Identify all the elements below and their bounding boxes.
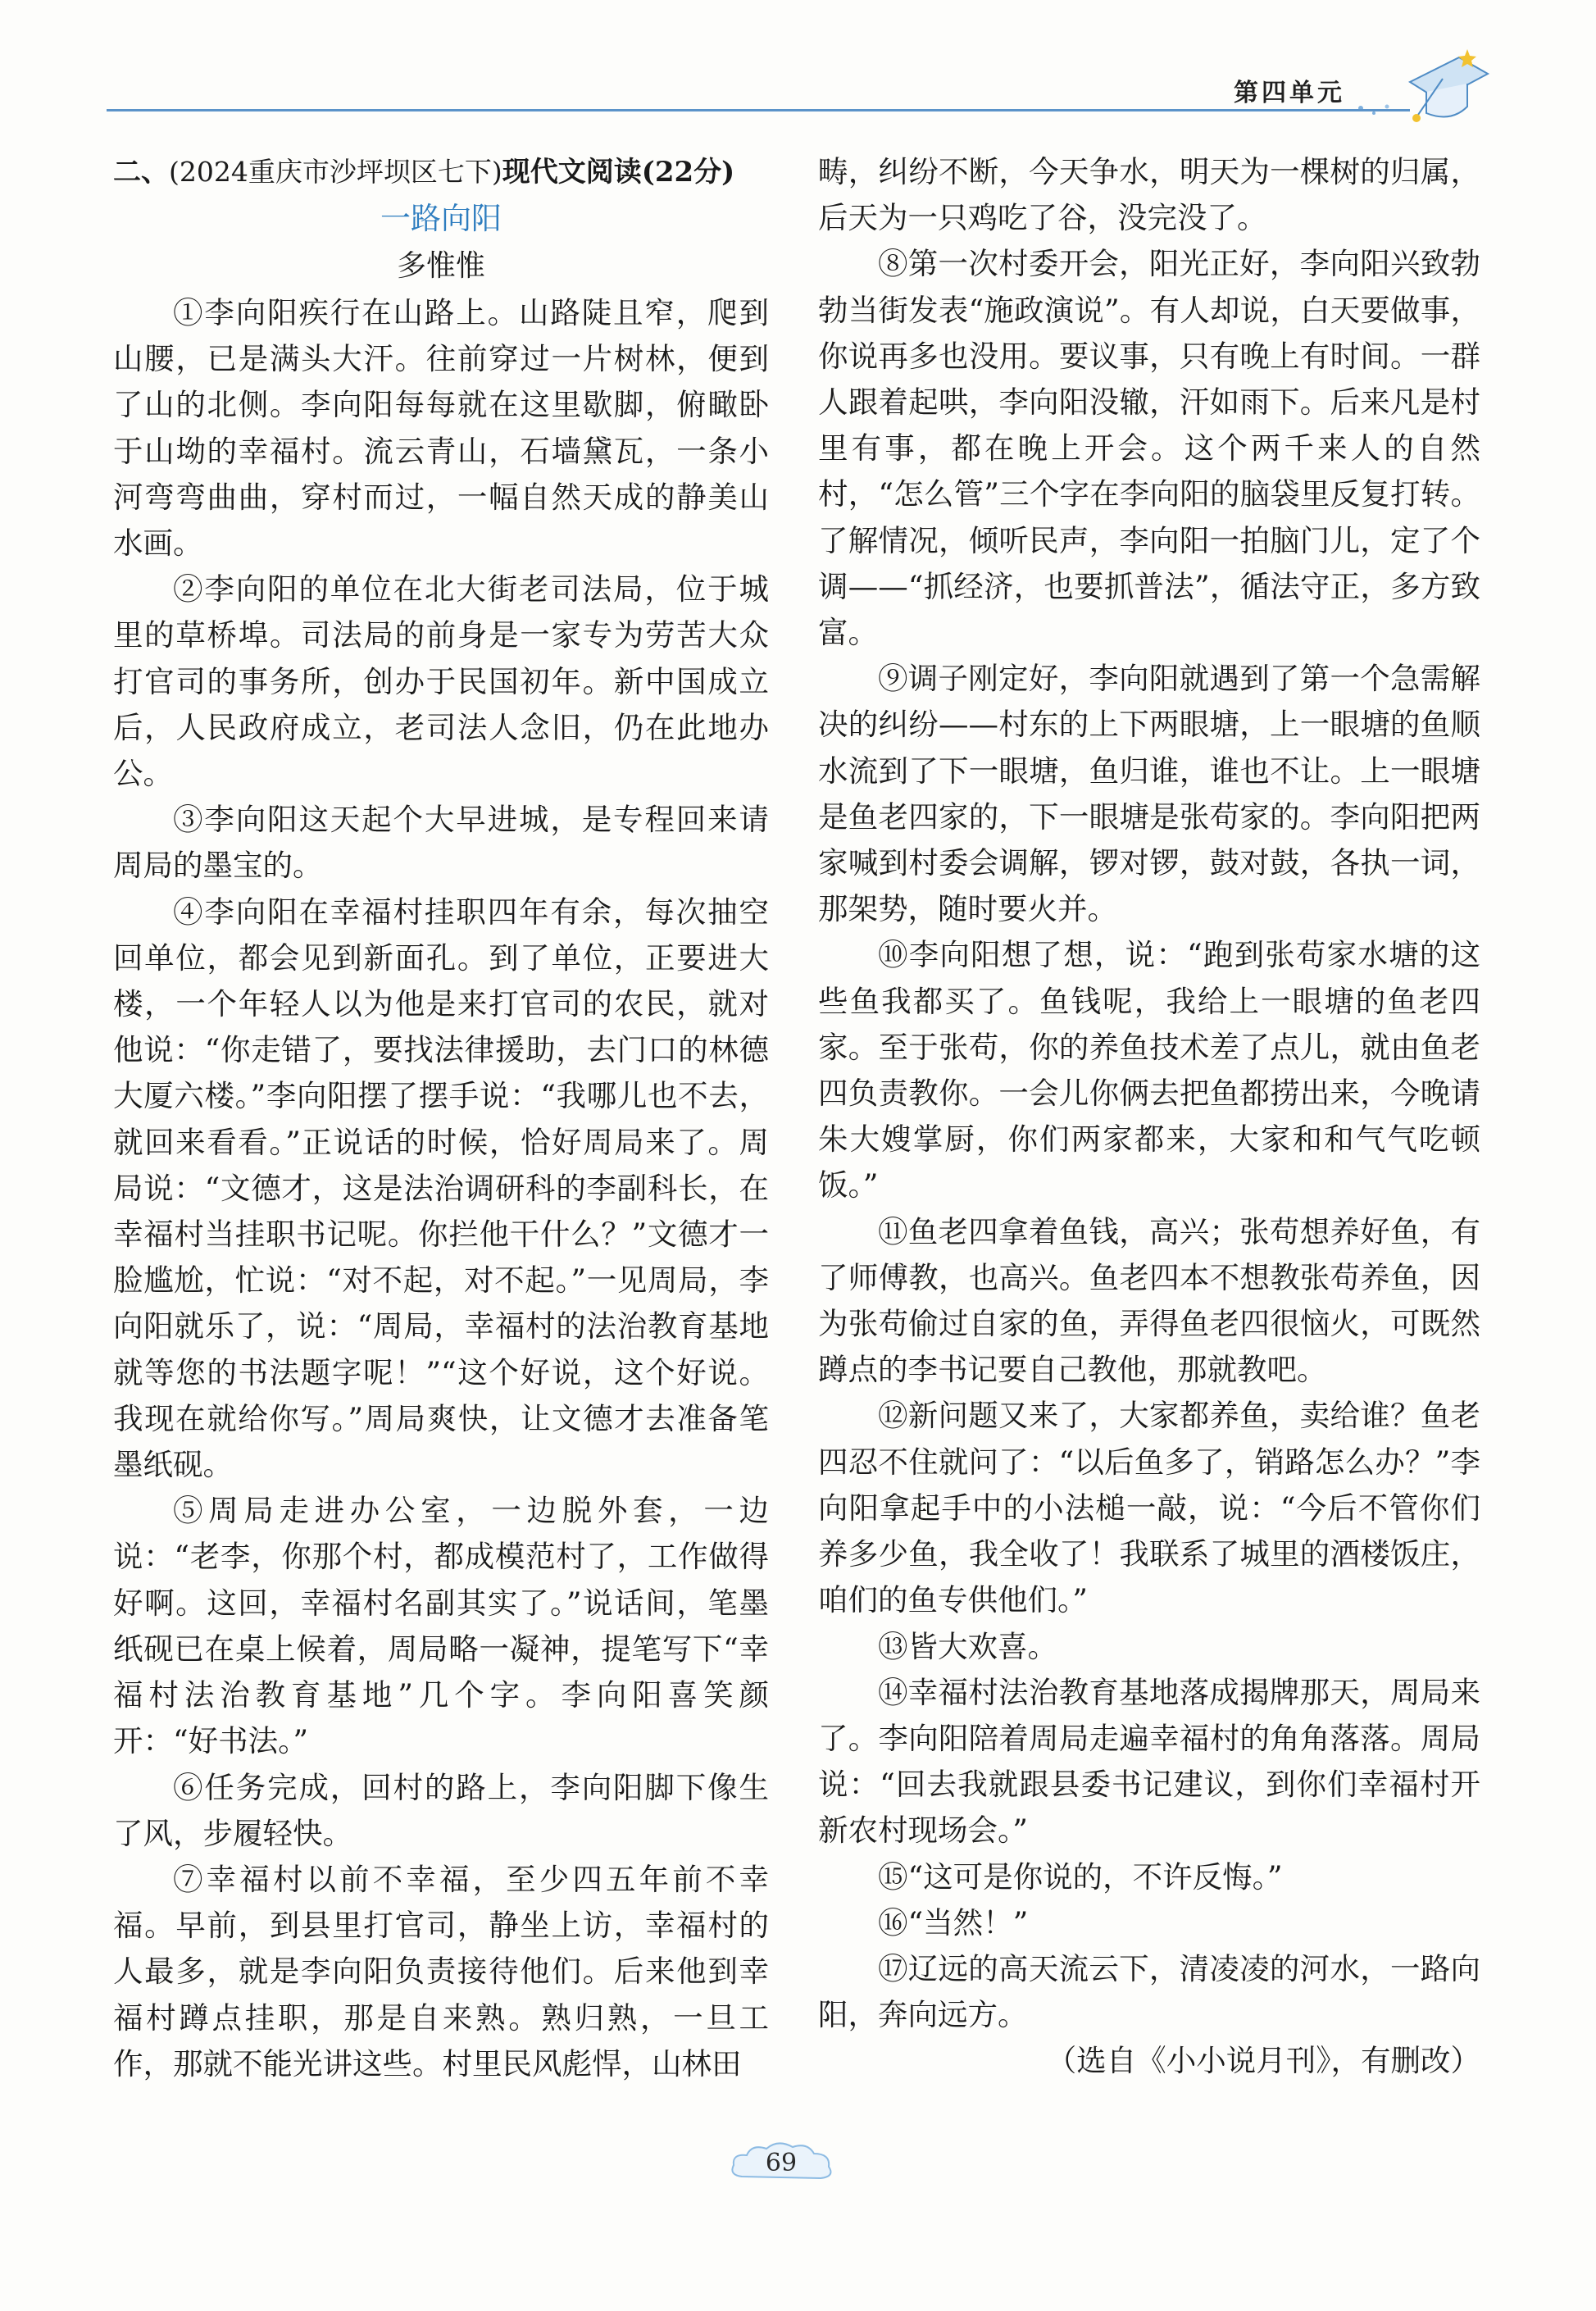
- paragraph-10: ⑩李向阳想了想，说：“跑到张苟家水塘的这些鱼我都买了。鱼钱呢，我给上一眼塘的鱼老四家。至于张苟，你的养鱼技术差了点儿，就由鱼老四负责教你。一会儿你俩去把鱼都捞出来，今晚请朱大嫂掌厨，你们两家都来，大家和和气气吃顿饭。”: [818, 937, 1480, 1203]
- paragraph-9: ⑨调子刚定好，李向阳就遇到了第一个急需解决的纠纷——村东的上下两眼塘，上一眼塘的鱼顺水流到了下一眼塘，鱼归谁，谁也不让。上一眼塘是鱼老四家的，下一眼塘是张苟家的。李向阳把两家喊到村委会调解，锣对锣，鼓对鼓，各执一词，那架势，随时要火并。: [818, 661, 1480, 927]
- paragraph-17: ⑰辽远的高天流云下，清凌凌的河水，一路向阳，奔向远方。: [818, 1950, 1480, 2033]
- paragraph-12: ⑫新问题又来了，大家都养鱼，卖给谁？鱼老四忍不住就问了：“以后鱼多了，销路怎么办？”李向阳拿起手中的小法槌一敲，说：“今后不管你们养多少鱼，我全收了！我联系了城里的酒楼饭庄，咱们的鱼专供他们。”: [818, 1398, 1480, 1618]
- decorative-graduation-icon: [1344, 33, 1492, 131]
- paragraph-2: ②李向阳的单位在北大街老司法局，位于城里的草桥埠。司法局的前身是一家专为劳苦大众打官司的事务所，创办于民国初年。新中国成立后，人民政府成立，老司法人念旧，仍在此地办公。: [113, 571, 769, 792]
- section-heading: [113, 149, 769, 195]
- paragraph-8: ⑧第一次村委开会，阳光正好，李向阳兴致勃勃当街发表“施政演说”。有人却说，白天要做事，你说再多也没用。要议事，只有晚上有时间。一群人跟着起哄，李向阳没辙，汗如雨下。后来凡是村里有事，都在晚上开会。这个两千来人的自然村，“怎么管”三个字在李向阳的脑袋里反复打转。了解情况，倾听民声，李向阳一拍脑门儿，定了个调——“抓经济，也要抓普法”，循法守正，多方致富。: [818, 246, 1480, 651]
- right-column: [818, 149, 1480, 2085]
- left-column: [113, 149, 769, 2087]
- paragraph-1: ①李向阳疾行在山路上。山路陡且窄，爬到山腰，已是满头大汗。往前穿过一片树林，便到了山的北侧。李向阳每每就在这里歇脚，俯瞰卧于山坳的幸福村。流云青山，石墙黛瓦，一条小河弯弯曲曲，穿村而过，一幅自然天成的静美山水画。: [113, 295, 769, 562]
- header-unit-label: 第四单元: [1234, 79, 1345, 107]
- paragraph-16: ⑯“当然！”: [878, 1904, 1029, 1940]
- section-number: 二、: [113, 156, 169, 189]
- paragraph-7-continued: 畴，纠纷不断，今天争水，明天为一棵树的归属，后天为一只鸡吃了谷，没完没了。: [818, 154, 1480, 236]
- header-divider: [107, 109, 1410, 111]
- source-note: （选自《小小说月刊》，有删改）: [1046, 2043, 1480, 2079]
- section-source: (2024重庆市沙坪坝区七下): [169, 156, 502, 188]
- paragraph-4: ④李向阳在幸福村挂职四年有余，每次抽空回单位，都会见到新面孔。到了单位，正要进大楼，一个年轻人以为他是来打官司的农民，就对他说：“你走错了，要找法律援助，去门口的林德大厦六楼。”李向阳摆了摆手说：“我哪儿也不去，就回来看看。”正说话的时候，恰好周局来了。周局说：“文德才，这是法治调研科的李副科长，在幸福村当挂职书记呢。你拦他干什么？”文德才一脸尴尬，忙说：“对不起，对不起。”一见周局，李向阳就乐了，说：“周局，幸福村的法治教育基地就等您的书法题字呢！”“这个好说，这个好说。我现在就给你写。”周局爽快，让文德才去准备笔墨纸砚。: [113, 894, 769, 1483]
- page-number-cloud: [724, 2136, 839, 2190]
- paragraph-11: ⑪鱼老四拿着鱼钱，高兴；张苟想养好鱼，有了师傅教，也高兴。鱼老四本不想教张苟养鱼，因为张苟偷过自家的鱼，弄得鱼老四很恼火，可既然蹲点的李书记要自己教他，那就教吧。: [818, 1213, 1480, 1388]
- paragraph-6: ⑥任务完成，回村的路上，李向阳脚下像生了风，步履轻快。: [113, 1769, 769, 1851]
- story-title: 一路向阳: [380, 201, 502, 236]
- paragraph-5: ⑤周局走进办公室，一边脱外套，一边说：“老李，你那个村，都成模范村了，工作做得好啊。这回，幸福村名副其实了。”说话间，笔墨纸砚已在桌上候着，周局略一凝神，提笔写下“幸福村法治教育基地”几个字。李向阳喜笑颜开：“好书法。”: [113, 1493, 769, 1759]
- section-title: 现代文阅读(22分): [502, 156, 735, 189]
- paragraph-15: ⑮“这可是你说的，不许反悔。”: [878, 1858, 1283, 1895]
- page-number: 69: [765, 2148, 798, 2177]
- paragraph-3: ③李向阳这天起个大早进城，是专程回来请周局的墨宝的。: [113, 802, 769, 884]
- paragraph-7: ⑦幸福村以前不幸福，至少四五年前不幸福。早前，到县里打官司，静坐上访，幸福村的人最多，就是李向阳负责接待他们。后来他到幸福村蹲点挂职，那是自来熟。熟归熟，一旦工作，那就不能光讲这些。村里民风彪悍，山林田: [113, 1861, 769, 2081]
- paragraph-14: ⑭幸福村法治教育基地落成揭牌那天，周局来了。李向阳陪着周局走遍幸福村的角角落落。周局说：“回去我就跟县委书记建议，到你们幸福村开新农村现场会。”: [818, 1674, 1480, 1849]
- story-author: 多惟惟: [396, 249, 485, 283]
- paragraph-13: ⑬皆大欢喜。: [878, 1628, 1057, 1664]
